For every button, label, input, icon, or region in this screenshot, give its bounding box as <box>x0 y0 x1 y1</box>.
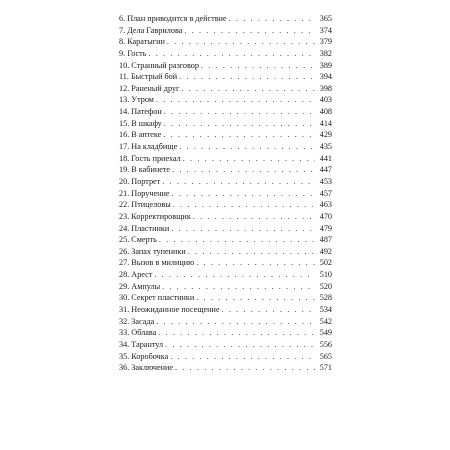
toc-entry-page: 479 <box>319 223 332 233</box>
toc-entry <box>119 153 332 165</box>
dot-leader <box>162 281 315 293</box>
dot-leader <box>222 304 315 316</box>
toc-entry <box>119 141 332 153</box>
dot-leader <box>154 269 315 281</box>
dot-leader <box>148 48 315 60</box>
table-of-contents <box>119 13 332 374</box>
toc-entry-page: 441 <box>319 153 332 163</box>
toc-entry <box>119 118 332 130</box>
toc-entry-title: 8. Каратыгин <box>119 37 165 47</box>
toc-entry <box>119 327 332 339</box>
toc-entry <box>119 292 332 304</box>
toc-entry-title: 17. На кладбище <box>119 142 178 152</box>
toc-entry <box>119 106 332 118</box>
toc-entry-page: 571 <box>319 363 332 373</box>
toc-entry-page: 398 <box>319 83 332 93</box>
toc-entry <box>119 223 332 235</box>
dot-leader <box>170 351 315 363</box>
toc-entry <box>119 339 332 351</box>
toc-entry-page: 382 <box>319 48 332 58</box>
toc-entry-title: 21. Поручение <box>119 188 170 198</box>
toc-entry-page: 447 <box>319 165 332 175</box>
toc-entry <box>119 304 332 316</box>
toc-entry-page: 542 <box>319 316 332 326</box>
toc-entry-page: 389 <box>319 60 332 70</box>
dot-leader <box>196 292 315 304</box>
toc-entry-page: 374 <box>319 25 332 35</box>
toc-entry-page: 414 <box>319 118 332 128</box>
toc-entry <box>119 176 332 188</box>
toc-entry-title: 35. Коробочка <box>119 351 169 361</box>
toc-entry <box>119 234 332 246</box>
toc-entry-page: 510 <box>319 270 332 280</box>
toc-entry-title: 24. Пластинки <box>119 223 170 233</box>
toc-entry-page: 394 <box>319 72 332 82</box>
toc-entry <box>119 362 332 374</box>
dot-leader <box>179 141 315 153</box>
toc-entry <box>119 257 332 269</box>
toc-entry-title: 22. Птицеловы <box>119 200 171 210</box>
toc-entry-title: 27. Вызов в милицию <box>119 258 195 268</box>
toc-entry <box>119 188 332 200</box>
toc-entry-page: 365 <box>319 14 332 23</box>
toc-entry <box>119 48 332 60</box>
toc-entry-title: 10. Странный разговор <box>119 60 199 70</box>
toc-entry-title: 26. Запах тупеники <box>119 246 186 256</box>
toc-entry-page: 408 <box>319 107 332 117</box>
toc-entry-page: 463 <box>319 200 332 210</box>
toc-entry-title: 32. Засада <box>119 316 155 326</box>
toc-entry-title: 31. Неожиданное посещение <box>119 305 220 315</box>
dot-leader <box>159 234 315 246</box>
toc-entry <box>119 316 332 328</box>
toc-entry-page: 534 <box>319 305 332 315</box>
toc-entry-title: 14. Патефон <box>119 107 162 117</box>
dot-leader <box>162 176 315 188</box>
toc-entry <box>119 199 332 211</box>
toc-entry-page: 565 <box>319 351 332 361</box>
dot-leader <box>172 188 315 200</box>
toc-entry-title: 18. Гость приехал <box>119 153 181 163</box>
toc-entry <box>119 351 332 363</box>
toc-entry <box>119 71 332 83</box>
toc-entry-page: 528 <box>319 293 332 303</box>
toc-entry-page: 457 <box>319 188 332 198</box>
toc-entry-title: 29. Ампулы <box>119 281 161 291</box>
toc-entry <box>119 25 332 37</box>
dot-leader <box>164 118 315 130</box>
dot-leader <box>183 153 315 165</box>
dot-leader <box>173 199 315 211</box>
toc-entry-title: 11. Быстрый бой <box>119 72 178 82</box>
toc-entry-page: 520 <box>319 281 332 291</box>
toc-entry-title: 23. Корректировщик <box>119 211 191 221</box>
dot-leader <box>167 36 315 48</box>
toc-entry <box>119 269 332 281</box>
toc-entry <box>119 94 332 106</box>
dot-leader <box>175 362 315 374</box>
toc-entry-title: 33. Облава <box>119 328 157 338</box>
dot-leader <box>196 257 315 269</box>
toc-entry-page: 435 <box>319 142 332 152</box>
dot-leader <box>188 246 315 258</box>
toc-entry <box>119 246 332 258</box>
dot-leader <box>156 316 315 328</box>
dot-leader <box>201 60 315 72</box>
toc-entry <box>119 164 332 176</box>
toc-entry-page: 492 <box>319 246 332 256</box>
toc-entry <box>119 36 332 48</box>
toc-entry <box>119 281 332 293</box>
toc-entry-title: 13. Утром <box>119 95 154 105</box>
dot-leader <box>181 83 315 95</box>
toc-entry-title: 12. Раненый друг <box>119 83 180 93</box>
dot-leader <box>156 94 315 106</box>
dot-leader <box>171 223 315 235</box>
toc-entry-page: 453 <box>319 176 332 186</box>
toc-entry-page: 502 <box>319 258 332 268</box>
dot-leader <box>164 106 315 118</box>
toc-entry-page: 429 <box>319 130 332 140</box>
toc-entry-title: 16. В аптеке <box>119 130 162 140</box>
toc-entry <box>119 83 332 95</box>
dot-leader <box>158 327 315 339</box>
dot-leader <box>179 71 315 83</box>
toc-entry <box>119 129 332 141</box>
dot-leader <box>172 164 315 176</box>
toc-entry <box>119 60 332 72</box>
toc-entry-page: 379 <box>319 37 332 47</box>
toc-entry-title: 36. Заключение <box>119 363 174 373</box>
dot-leader <box>184 25 315 37</box>
toc-entry-page: 487 <box>319 235 332 245</box>
dot-leader <box>165 339 315 351</box>
toc-entry-title: 9. Гость <box>119 48 147 58</box>
dot-leader <box>163 129 315 141</box>
toc-entry-title: 20. Портрет <box>119 176 161 186</box>
dot-leader <box>193 211 315 223</box>
dot-leader <box>229 13 315 25</box>
toc-entry-title: 6. План приводится в действие <box>119 14 227 23</box>
toc-entry-title: 28. Арест <box>119 270 153 280</box>
toc-entry-title: 25. Смерть <box>119 235 157 245</box>
toc-entry-page: 470 <box>319 211 332 221</box>
toc-entry <box>119 13 332 25</box>
toc-entry <box>119 211 332 223</box>
toc-entry-title: 7. Дела Гаврилова <box>119 25 183 35</box>
toc-entry-title: 19. В кабинете <box>119 165 171 175</box>
toc-entry-page: 556 <box>319 339 332 349</box>
toc-entry-title: 34. Тарантул <box>119 339 164 349</box>
toc-entry-page: 403 <box>319 95 332 105</box>
toc-entry-title: 30. Секрет пластинки <box>119 293 195 303</box>
toc-entry-title: 15. В шкафу <box>119 118 162 128</box>
toc-entry-page: 549 <box>319 328 332 338</box>
